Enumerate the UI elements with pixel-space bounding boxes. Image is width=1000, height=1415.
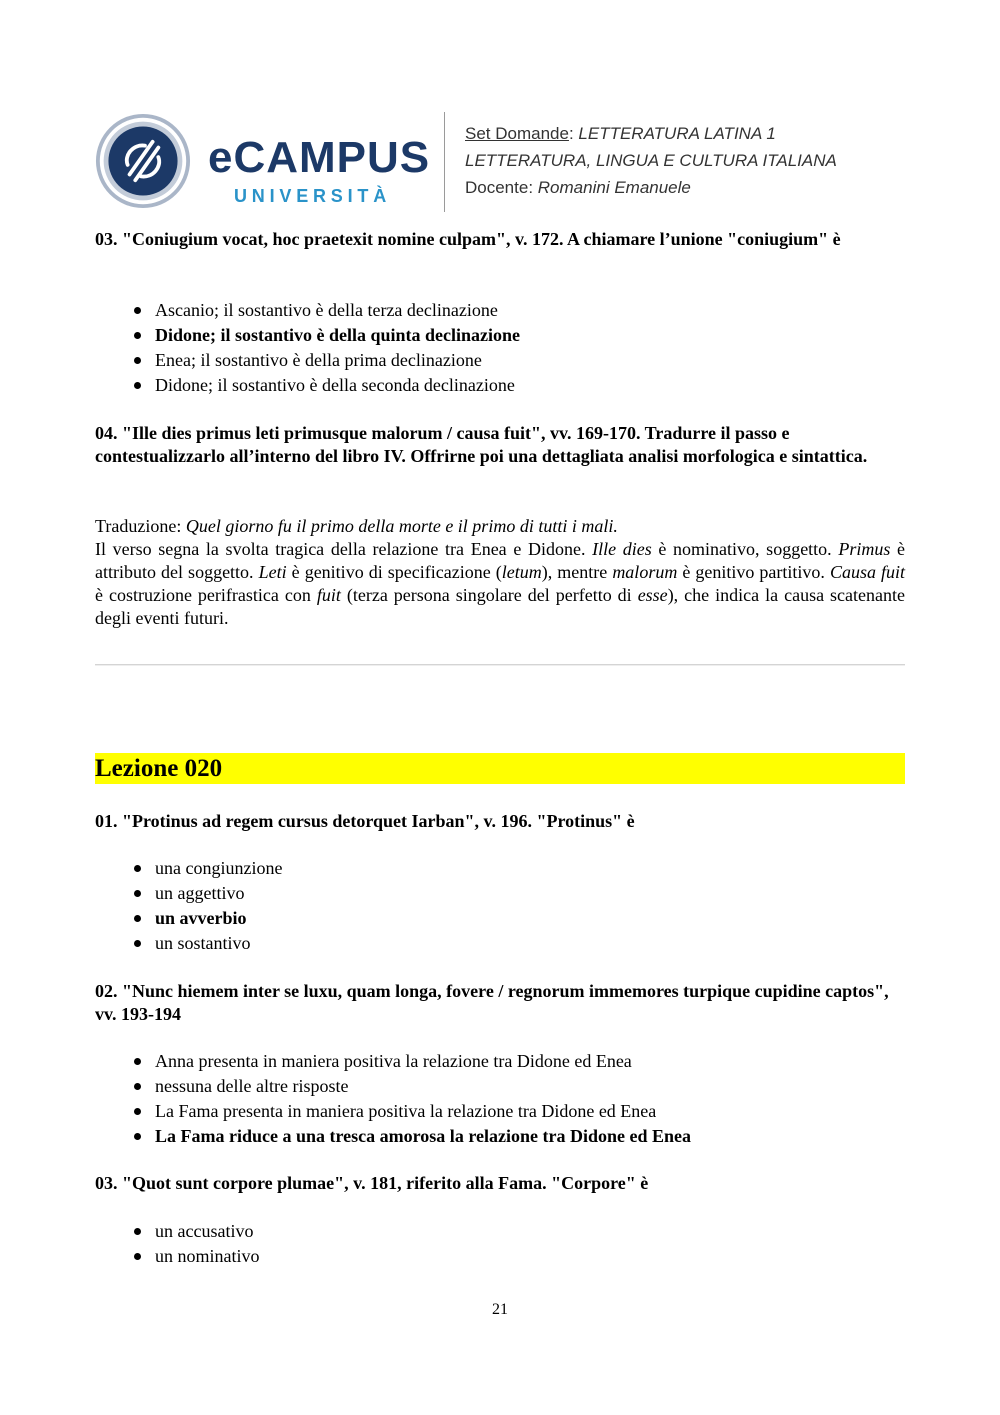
question-title: 04. "Ille dies primus leti primusque malorum / causa fuit", vv. 169-170. Tradurre il passo e contestualizzarlo all’interno del libro IV. Offrirne poi una dettagliata analisi morfologica e sintattica.: [95, 423, 868, 466]
bullet-icon: [134, 357, 141, 364]
answer-option: un sostantivo: [95, 931, 905, 956]
answer-option: un aggettivo: [95, 881, 905, 906]
question-title: 03. "Coniugium vocat, hoc praetexit nomine culpam", v. 172. A chiamare l’unione "coniugium" è: [95, 229, 841, 249]
answer-options: [95, 856, 905, 956]
answer-option-correct: un avverbio: [95, 906, 905, 931]
bullet-icon: [134, 1228, 141, 1235]
ecampus-wordmark: [208, 133, 431, 216]
answer-options: [95, 1049, 905, 1149]
answer-option: Anna presenta in maniera positiva la relazione tra Didone ed Enea: [95, 1049, 905, 1074]
answer-option: Ascanio; il sostantivo è della terza declinazione: [95, 298, 905, 323]
brand-subtitle: UNIVERSITÀ: [234, 186, 392, 206]
set-domande-value-2: LETTERATURA, LINGUA E CULTURA ITALIANA: [465, 151, 837, 170]
bullet-icon: [134, 865, 141, 872]
bullet-icon: [134, 1058, 141, 1065]
bullet-icon: [134, 940, 141, 947]
translation-line: Traduzione: Quel giorno fu il primo della morte e il primo di tutti i mali.: [95, 516, 618, 536]
answer-option-correct: Didone; il sostantivo è della quinta declinazione: [95, 323, 905, 348]
bullet-icon: [134, 1108, 141, 1115]
answer-option: Didone; il sostantivo è della seconda declinazione: [95, 373, 905, 398]
answer-option: un nominativo: [95, 1244, 905, 1269]
bullet-icon: [134, 1133, 141, 1140]
lesson-heading: Lezione 020: [95, 753, 905, 784]
question-title: 03. "Quot sunt corpore plumae", v. 181, riferito alla Fama. "Corpore" è: [95, 1173, 649, 1193]
docente-line: Docente: Romanini Emanuele: [465, 178, 691, 197]
question-title: 02. "Nunc hiemem inter se luxu, quam longa, fovere / regnorum immemores turpique cupidine captos", vv. 193-194: [95, 981, 889, 1024]
answer-option: una congiunzione: [95, 856, 905, 881]
docente-label: Docente: [465, 178, 529, 197]
answer-option: Enea; il sostantivo è della prima declinazione: [95, 348, 905, 373]
bullet-icon: [134, 1253, 141, 1260]
set-domande-value-1: LETTERATURA LATINA 1: [578, 124, 776, 143]
bullet-icon: [134, 382, 141, 389]
answer-option: nessuna delle altre risposte: [95, 1074, 905, 1099]
bullet-icon: [134, 307, 141, 314]
open-answer: [95, 515, 905, 630]
answer-option-correct: La Fama riduce a una tresca amorosa la relazione tra Didone ed Enea: [95, 1124, 905, 1149]
bullet-icon: [134, 890, 141, 897]
answer-options: [95, 1219, 905, 1269]
analysis-paragraph: Il verso segna la svolta tragica della relazione tra Enea e Didone. Ille dies è nominativo, soggetto. Primus è attributo del soggetto. Leti è genitivo di specificazione (letum), mentre malorum è genitivo partitivo. Causa fuit è costruzione perifrastica con fuit (terza persona singolare del perfetto di esse), che indica la causa scatenante degli eventi futuri.: [95, 539, 906, 628]
question-title: 01. "Protinus ad regem cursus detorquet Iarban", v. 196. "Protinus" è: [95, 811, 635, 831]
ecampus-seal-icon: [95, 113, 191, 209]
answer-options: [95, 298, 905, 398]
set-domande-line: Set Domande: LETTERATURA LATINA 1: [465, 124, 776, 143]
docente-value: Romanini Emanuele: [537, 178, 691, 197]
section-divider: [95, 664, 905, 666]
header-info: [465, 120, 837, 201]
header-divider: [444, 112, 445, 212]
set-domande-line-2: [465, 147, 837, 174]
bullet-icon: [134, 915, 141, 922]
page-number: 21: [492, 1301, 508, 1318]
document-header: [95, 108, 905, 218]
answer-option: un accusativo: [95, 1219, 905, 1244]
set-domande-label: Set Domande: [465, 124, 569, 143]
brand-name: eCAMPUS: [208, 133, 431, 182]
answer-option: La Fama presenta in maniera positiva la relazione tra Didone ed Enea: [95, 1099, 905, 1124]
bullet-icon: [134, 1083, 141, 1090]
bullet-icon: [134, 332, 141, 339]
